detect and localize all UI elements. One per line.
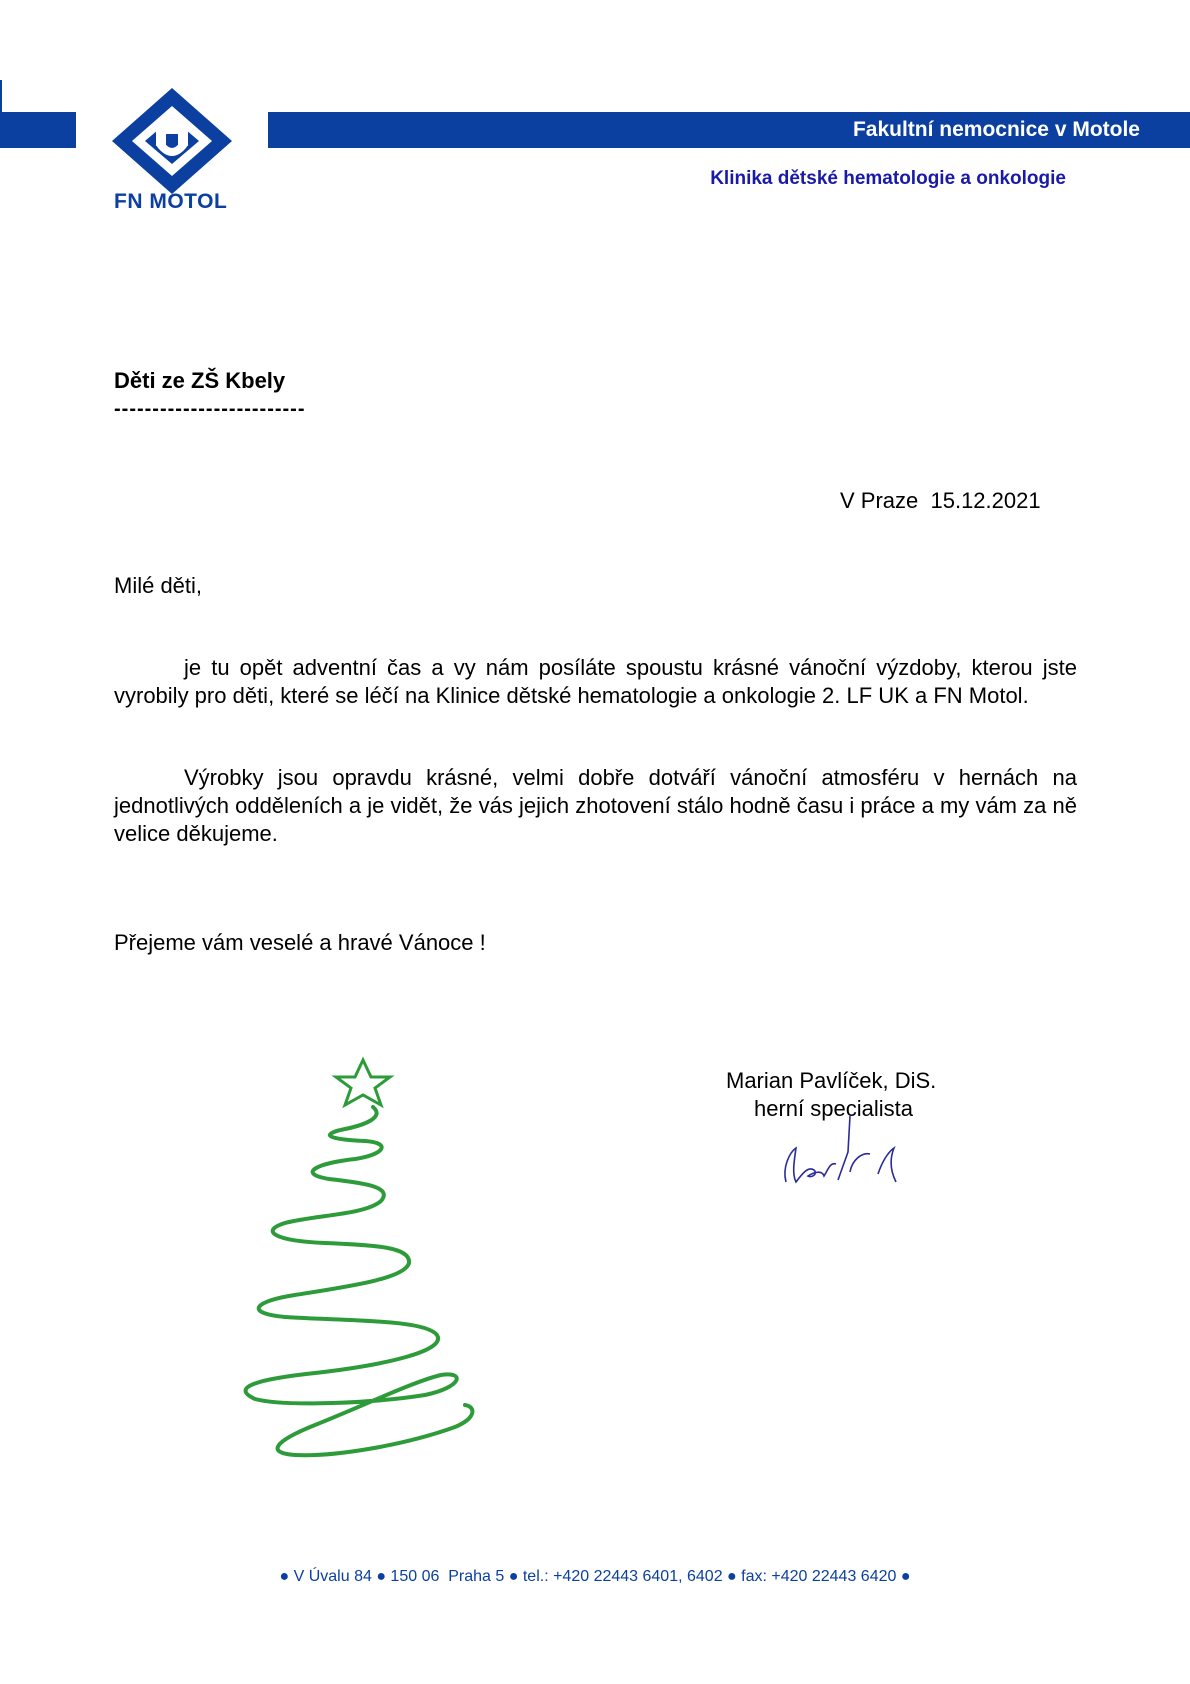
paragraph-2: Výrobky jsou opravdu krásné, velmi dobře dotváří vánoční atmosféru v hernách na jednotlivých odděleních a je vidět, že vás jejich zhotovení stálo hodně času i práce a my vám za ně velice děkujeme. [114, 765, 1077, 846]
recipient: Děti ze ZŠ Kbely [114, 368, 286, 393]
header-bar-left-tick [0, 80, 2, 112]
wishes: Přejeme vám veselé a hravé Vánoce ! [114, 930, 486, 955]
date-line: V Praze 15.12.2021 [840, 488, 1041, 513]
salutation: Milé děti, [114, 573, 203, 598]
signer-role: herní specialista [754, 1096, 913, 1121]
recipient-underline: ------------------------- [114, 398, 306, 420]
institution-name: Fakultní nemocnice v Motole [852, 118, 1140, 141]
handwritten-signature [778, 1112, 918, 1192]
logo-text: FN MOTOL [114, 190, 228, 213]
paragraph-1: je tu opět adventní čas a vy nám posíláte spoustu krásné vánoční výzdoby, kterou jste vyrobily pro děti, které se léčí na Klinice dětské hematologie a onkologie 2. LF UK a FN Motol. [114, 655, 1077, 708]
fn-motol-logo-icon [112, 88, 232, 194]
header-bar-left [0, 112, 76, 148]
christmas-tree-icon [215, 1055, 505, 1495]
signer-name: Marian Pavlíček, DiS. [726, 1068, 937, 1093]
footer-address: ● V Úvalu 84 ● 150 06 Praha 5 ● tel.: +420 22443 6401, 6402 ● fax: +420 22443 6420 ● [279, 1568, 911, 1585]
header-bar [268, 112, 1190, 148]
clinic-name: Klinika dětské hematologie a onkologie [710, 168, 1066, 189]
